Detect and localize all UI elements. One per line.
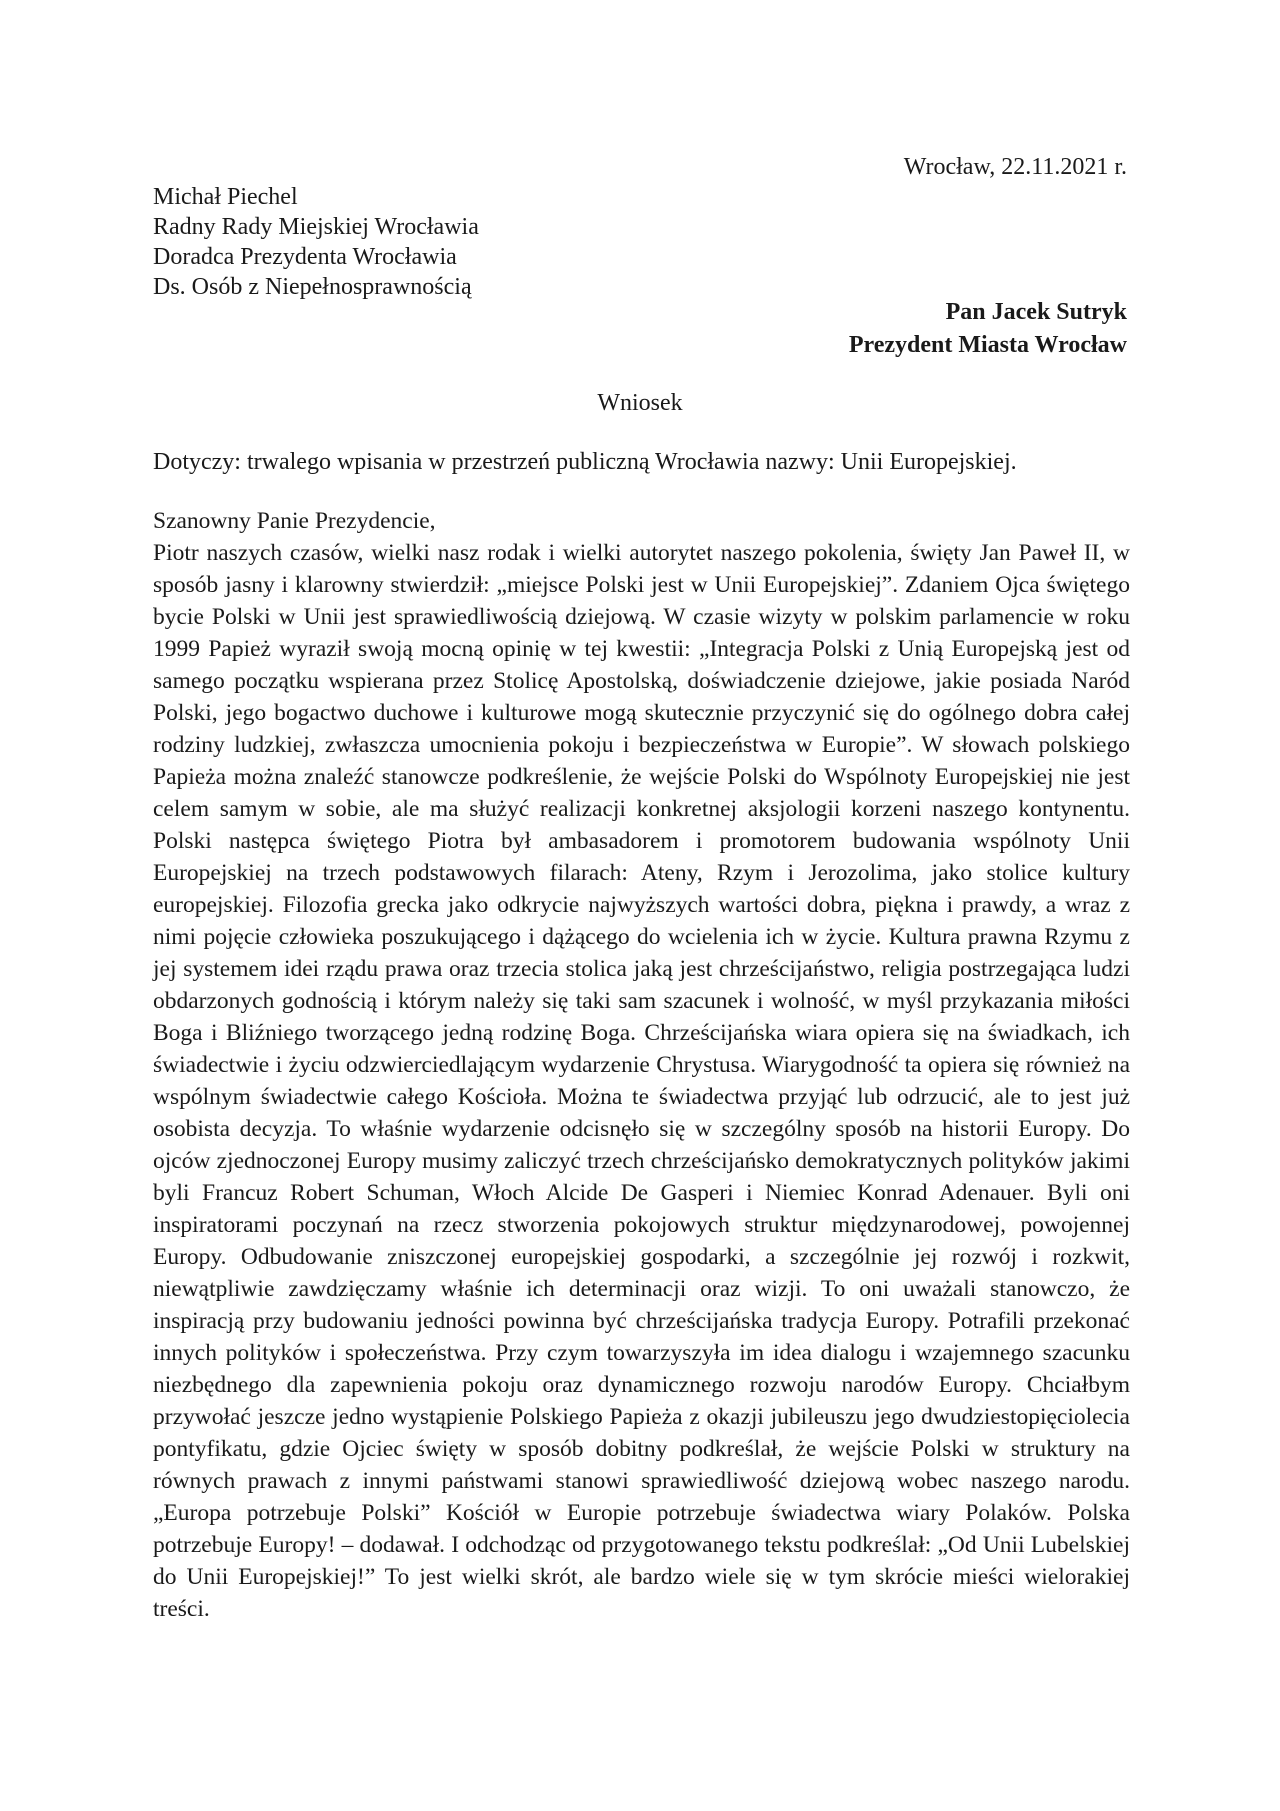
place-date: Wrocław, 22.11.2021 r.: [903, 154, 1127, 180]
sender-block: [153, 182, 479, 302]
sender-name: Michał Piechel: [153, 184, 298, 210]
salutation: Szanowny Panie Prezydencie,: [153, 508, 436, 534]
recipient-title: Prezydent Miasta Wrocław: [848, 332, 1127, 358]
sender-position: Radny Rady Miejskiej Wrocławia: [153, 214, 479, 240]
document-title: Wniosek: [597, 390, 683, 416]
subject-line: Dotyczy: trwalego wpisania w przestrzeń publiczną Wrocławia nazwy: Unii Europejskiej.: [153, 449, 1017, 475]
recipient-name: Pan Jacek Sutryk: [945, 299, 1127, 325]
letter-body: [153, 505, 1130, 1625]
recipient-block: [849, 296, 1127, 362]
sender-role: Doradca Prezydenta Wrocławia: [153, 244, 457, 270]
body-paragraph: Piotr naszych czasów, wielki nasz rodak i wielki autorytet naszego pokolenia, święty Jan Paweł II, w sposób jasny i klarowny stwierdził: „miejsce Polski jest w Unii Europejskiej”. Zdaniem Ojca świętego bycie Polski w Unii jest sprawiedliwością dziejową. W czasie wizyty w polskim parlamencie w roku 1999 Papież wyraził swoją mocną opinię w tej kwestii: „Integracja Polski z Unią Europejską jest od samego początku wspierana przez Stolicę Apostolską, doświadczenie dziejowe, jakie posiada Naród Polski, jego bogactwo duchowe i kulturowe mogą skutecznie przyczynić się do ogólnego dobra całej rodziny ludzkiej, zwłaszcza umocnienia pokoju i bezpieczeństwa w Europie”. W słowach polskiego Papieża można znaleźć stanowcze podkreślenie, że wejście Polski do Wspólnoty Europejskiej nie jest celem samym w sobie, ale ma służyć realizacji konkretnej aksjologii korzeni naszego kontynentu. Polski następca świętego Piotra był ambasadorem i promotorem budowania wspólnoty Unii Europejskiej na trzech podstawowych filarach: Ateny, Rzym i Jerozolima, jako stolice kultury europejskiej. Filozofia grecka jako odkrycie najwyższych wartości dobra, piękna i prawdy, a wraz z nimi pojęcie człowieka poszukującego i dążącego do wcielenia ich w życie. Kultura prawna Rzymu z jej systemem idei rządu prawa oraz trzecia stolica jaką jest chrześcijaństwo, religia postrzegająca ludzi obdarzonych godnością i którym należy się taki sam szacunek i wolność, w myśl przykazania miłości Boga i Bliźniego tworzącego jedną rodzinę Boga. Chrześcijańska wiara opiera się na świadkach, ich świadectwie i życiu odzwierciedlającym wydarzenie Chrystusa. Wiarygodność ta opiera się również na wspólnym świadectwie całego Kościoła. Można te świadectwa przyjąć lub odrzucić, ale to jest już osobista decyzja. To właśnie wydarzenie odcisnęło się w szczególny sposób na historii Europy. Do ojców zjednoczonej Europy musimy zaliczyć trzech chrześcijańsko demokratycznych polityków jakimi byli Francuz Robert Schuman, Włoch Alcide De Gasperi i Niemiec Konrad Adenauer. Byli oni inspiratorami poczynań na rzecz stworzenia pokojowych struktur międzynarodowej, powojennej Europy. Odbudowanie zniszczonej europejskiej gospodarki, a szczególnie jej rozwój i rozkwit, niewątpliwie zawdzięczamy właśnie ich determinacji oraz wizji. To oni uważali stanowczo, że inspiracją przy budowaniu jedności powinna być chrześcijańska tradycja Europy. Potrafili przekonać innych polityków i społeczeństwa. Przy czym towarzyszyła im idea dialogu i wzajemnego szacunku niezbędnego dla zapewnienia pokoju oraz dynamicznego rozwoju narodów Europy. Chciałbym przywołać jeszcze jedno wystąpienie Polskiego Papieża z okazji jubileuszu jego dwudziestopięciolecia pontyfikatu, gdzie Ojciec święty w sposób dobitny podkreślał, że wejście Polski w struktury na równych prawach z innymi państwami stanowi sprawiedliwość dziejową wobec naszego narodu. „Europa potrzebuje Polski” Kościół w Europie potrzebuje świadectwa wiary Polaków. Polska potrzebuje Europy! – dodawał. I odchodząc od przygotowanego tekstu podkreślał: „Od Unii Lubelskiej do Unii Europejskiej!” To jest wielki skrót, ale bardzo wiele się w tym skrócie mieści wielorakiej treści.: [153, 540, 1130, 1622]
sender-role-scope: Ds. Osób z Niepełnosprawnością: [153, 274, 472, 300]
